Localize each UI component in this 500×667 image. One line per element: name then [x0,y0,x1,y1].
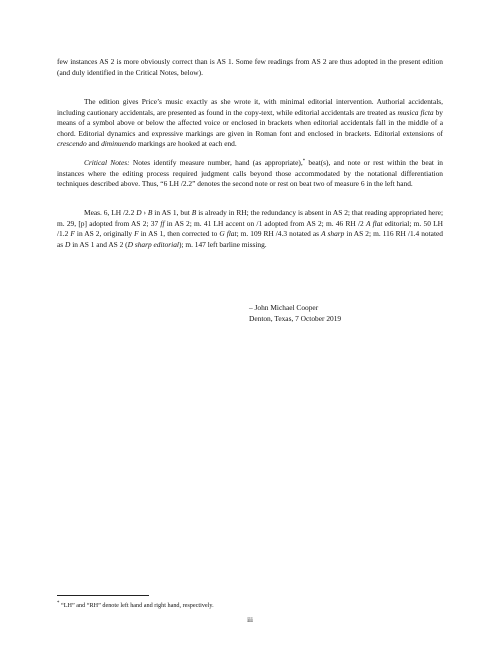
text-run: markings are hooked at each end. [135,139,237,149]
paragraph-0 [57,57,443,78]
paragraph-1 [57,97,443,150]
italic-note: A sharp [321,229,345,239]
italic-note: B [147,208,153,217]
footnote [57,602,214,610]
text-run: by means of a symbol above or below the affected voice or enclosed in brackets when editorial accidentals fall in the middle of a chord. Editorial dynamics and expressive markings are given in Roman font and enclosed in brackets. Editorial extensions of [57,107,443,138]
italic-term: musica ficta [397,107,434,117]
italic-term: diminuendo [101,139,136,149]
text-run: is already in RH; the redundancy is absent in AS 2; that reading appropriated here; m. 29, [p] adopted from AS 2; 37 [57,208,444,228]
paragraph-3-measures [57,208,443,250]
footnote-reference[interactable]: * [302,159,306,164]
text-run: in AS 2, originally [74,229,135,239]
italic-note: D [136,208,142,217]
paragraph-2-critical-notes [57,158,443,190]
text-run: in AS 2; m. 41 LH accent on /1 adopted from AS 2; m. 46 RH /2 [164,218,366,228]
text-run: in AS 1 and AS 2 ( [70,239,128,249]
italic-term: crescendo [57,139,87,149]
text-run: ; m. 109 RH /4.3 notated as [236,229,322,239]
italic-note: B [191,208,197,217]
italic-note: F [70,229,75,239]
italic-dynamic: ff [160,218,165,228]
italic-note: D [65,239,71,249]
italic-note: A flat [365,218,383,228]
text-run: › [141,208,148,217]
footnote-text: “LH” and “RH” denote left hand and right hand, respectively. [59,602,214,609]
text-run: editorial; m. 50 LH /1.2 [57,218,443,239]
footnote-mark: * [57,601,60,606]
critical-notes-heading: Critical Notes: [84,158,130,167]
text-run: beat(s), and note or rest within the beat in instances where the editing process required judgment calls beyond those accommodated by the notational differentiation techniques described above. Thus, “6 LH /2.2” denotes the second note or rest on beat two of measure 6 in the left hand. [57,158,444,189]
text-run: The edition gives Price’s music exactly as she wrote it, with minimal editorial intervention. Authorial accidentals, including cautionary accidentals, are presented as found in the copy-text, while editorial accidentals are treated as [57,97,443,117]
footnote-divider [57,595,149,596]
italic-note: D sharp editorial [127,239,179,249]
text-run: in AS 1, but [152,208,192,217]
text-run: Notes identify measure number, hand (as appropriate), [129,158,303,167]
signature-name: – John Michael Cooper [249,303,319,312]
italic-note: G flat [219,229,237,239]
signature-block [249,303,341,324]
text-run: ); m. 147 left barline missing. [178,239,267,249]
signature-place-date: Denton, Texas, 7 October 2019 [249,313,342,323]
italic-note: F [134,229,139,239]
text-run: Meas. 6, LH /2.2 [84,208,137,217]
page-number: iii [247,616,253,624]
text-run: in AS 1, then corrected to [138,229,220,239]
text-run: in AS 2; m. 116 RH /1.4 notated as [57,229,443,249]
text-run: and [86,139,102,149]
paragraph-0-text: few instances AS 2 is more obviously correct than is AS 1. Some few readings from AS 2 are thus adopted in the present edition (and duly identified in the Critical Notes, below). [57,57,443,77]
